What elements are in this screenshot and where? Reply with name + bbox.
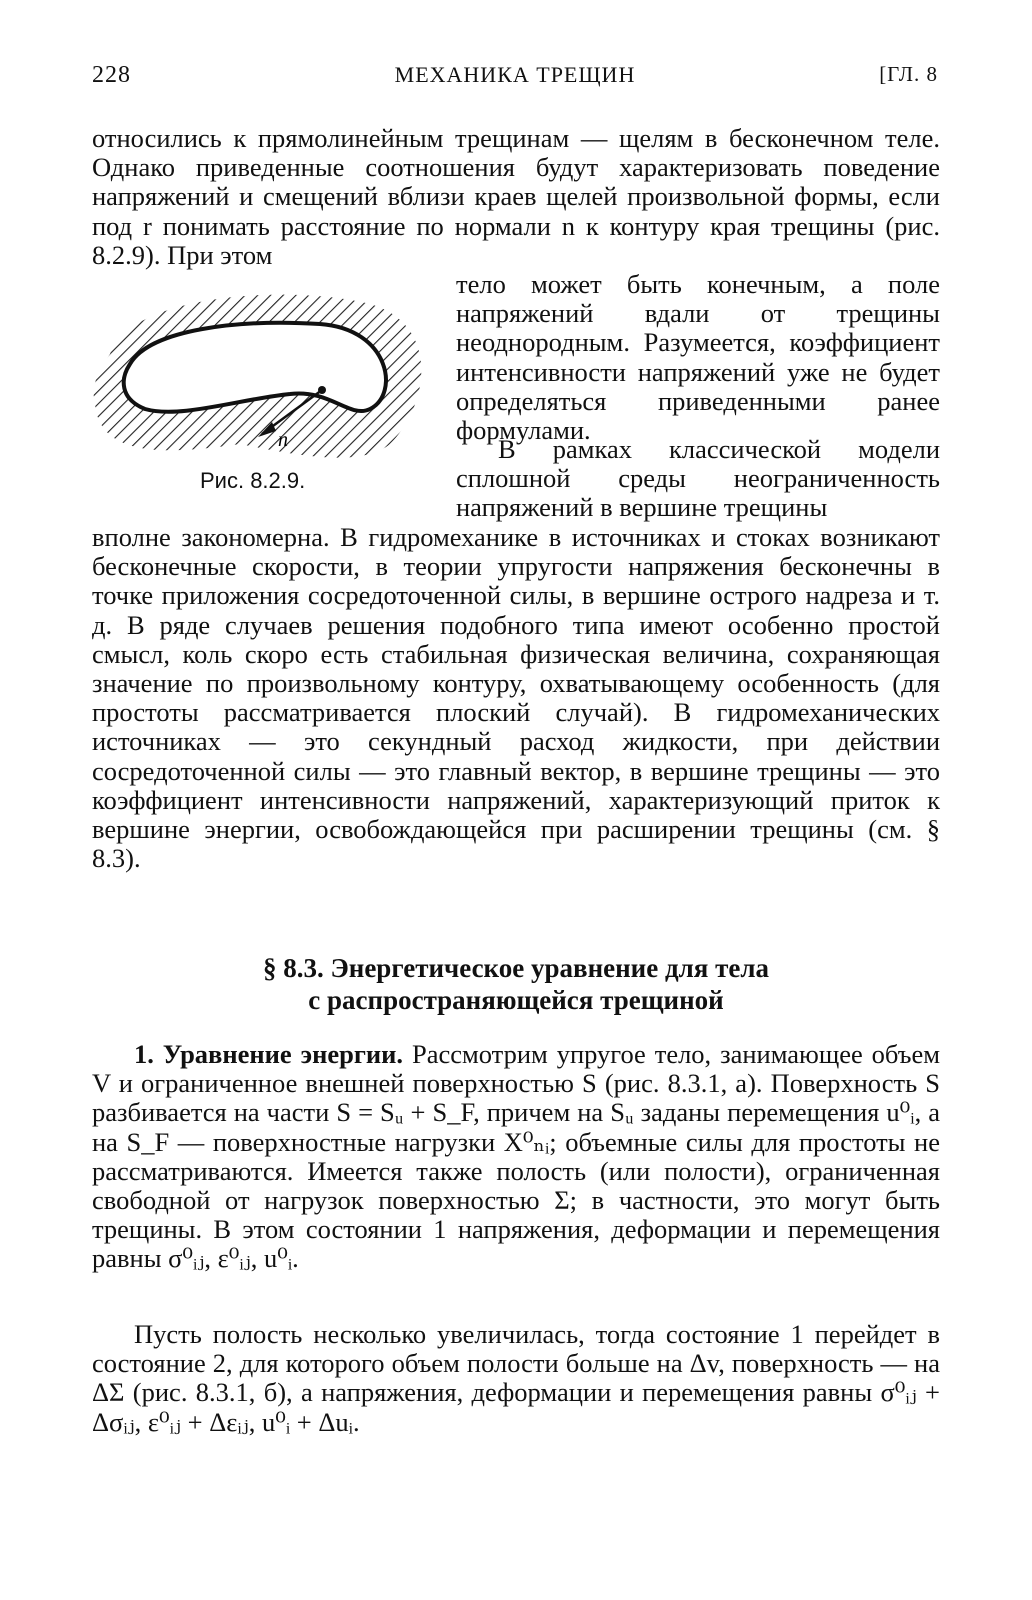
wrap-text-1 [456,270,940,445]
wrap-text-2 [456,435,940,523]
running-title: МЕХАНИКА ТРЕЩИН [394,62,636,87]
wrap-text-2-content: В рамках классической модели сплошной среды неограниченность напряжений в вершине трещины [456,434,940,523]
paragraph-3-lead: 1. Уравнение энергии. [134,1039,404,1069]
paragraph-4 [92,1320,940,1437]
figure-crack-contour [90,284,440,494]
normal-label: n [278,429,288,451]
paragraph-1-text: относились к прямолинейным трещинам — щелям в бесконечном теле. Однако приведенные соотношения будут характеризовать поведение напряжений и смещений вблизи краев щелей произвольной формы, если под r понимать расстояние по нормали n к контуру края трещины (рис. 8.2.9). При этом [92,123,940,270]
section-heading [92,952,940,1016]
paragraph-3-body [92,1040,940,1274]
paragraph-3-text: Рассмотрим упругое тело, занимающее объем V и ограниченное внешней поверхностью S (рис. 8.3.1, а). Поверхность S разбивается на части S = Sᵤ + S_F, причем на Sᵤ заданы перемещения u⁰ᵢ, а на S_F — поверхностные нагрузки X⁰ₙᵢ; объемные силы для простоты не рассматриваются. Имеется также полость (или полости), ограниченная свободной от нагрузок поверхностью Σ; в частности, это могут быть трещины. В этом состоянии 1 напряжения, деформации и перемещения равны σ⁰ᵢⱼ, ε⁰ᵢⱼ, u⁰ᵢ. [92,1039,940,1274]
paragraph-2 [92,523,940,873]
paragraph-4-text: Пусть полость несколько увеличилась, тогда состояние 1 перейдет в состояние 2, для которого объем полости больше на Δv, поверхность — на ΔΣ (рис. 8.3.1, б), а напряжения, деформации и перемещения равны σ⁰ᵢⱼ + Δσᵢⱼ, ε⁰ᵢⱼ + Δεᵢⱼ, u⁰ᵢ + Δuᵢ. [92,1319,940,1437]
wrap-text-1-content: тело может быть конечным, а поле напряжений вдали от трещины неоднородным. Разумеется, коэффициент интенсивности напряжений уже не будет определяться приведенными ранее формулами. [456,269,940,446]
crack-contour-drawing [90,284,440,484]
paragraph-2-text: вполне закономерна. В гидромеханике в источниках и стоках возникают бесконечные скорости, в теории упругости напряжения бесконечны в точке приложения сосредоточенной силы, в вершине острого надреза и т. д. В ряде случаев решения подобного типа имеют особенно простой смысл, коль скоро есть стабильная физическая величина, сохраняющая значение по произвольному контуру, охватывающему особенность (для простоты рассматривается плоский случай). В гидромеханических источниках — это секундный расход жидкости, при действии сосредоточенной силы — это главный вектор, в вершине трещины — это коэффициент интенсивности напряжений, характеризующий приток к вершине энергии, освобождающейся при расширении трещины (см. § 8.3). [92,522,940,874]
page-number: 228 [92,62,131,88]
section-heading-line-2: с распространяющейся трещиной [308,985,724,1015]
section-heading-line-1: § 8.3. Энергетическое уравнение для тела [262,953,770,983]
chapter-label: [ГЛ. 8 [879,62,938,86]
paragraph-1 [92,124,940,270]
figure-caption: Рис. 8.2.9. [200,468,306,493]
running-head [92,62,938,92]
paragraph-3 [92,1040,940,1274]
